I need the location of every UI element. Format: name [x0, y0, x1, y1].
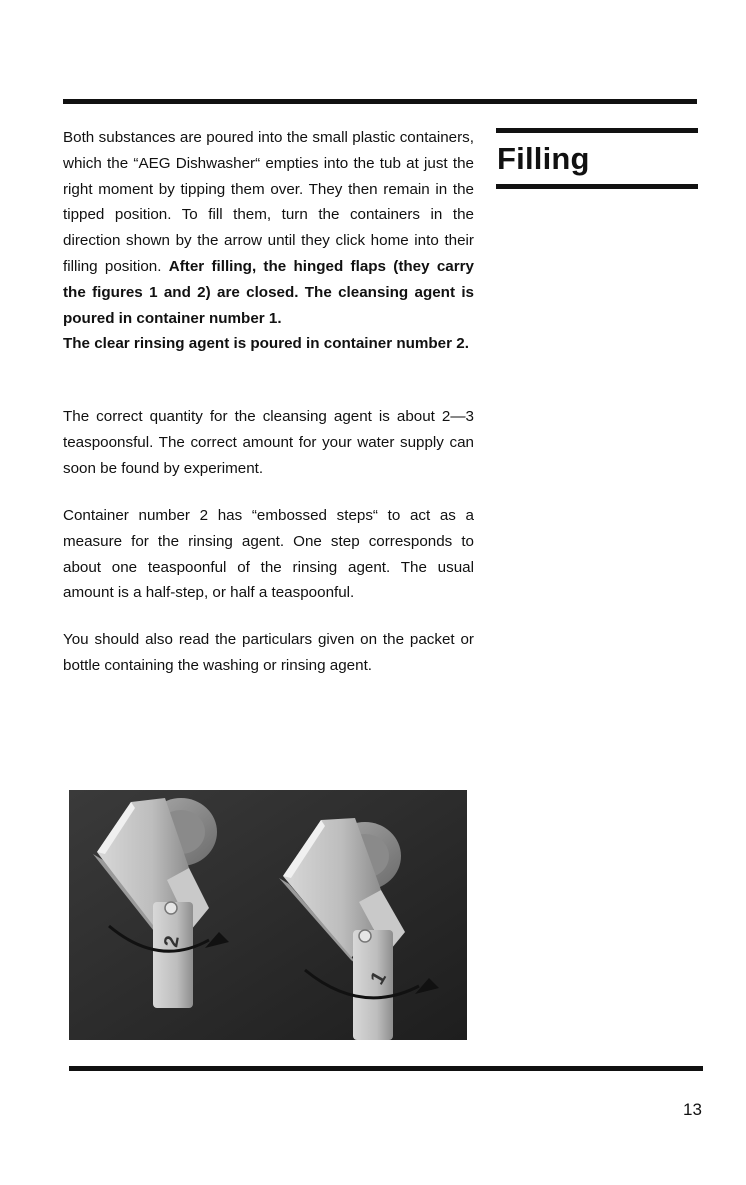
- paragraph-text: Both substances are poured into the small plastic containers, which the “AEG Dishwasher“ empties into the tub at just the right moment by tipping them over. They then remain in the tipped position. To fill them, turn the containers in the direction shown by the arrow until they click home into their filling position.: [63, 129, 474, 275]
- page-number: 13: [683, 1100, 702, 1119]
- paragraph-embossed-steps: Container number 2 has “embossed steps“ to act as a measure for the rinsing agent. One step corresponds to about one teaspoonful of the rinsing agent. The usual amount is a half-step, or half a teaspoonful.: [63, 507, 474, 602]
- paragraph-bold-text: The clear rinsing agent is poured in container number 2.: [63, 335, 469, 353]
- paragraph-bold-text: After filling, the hinged flaps (they carry the figures 1 and 2) are closed. The cleansing agent is poured in container number 1.: [63, 257, 474, 327]
- top-rule: [63, 99, 697, 104]
- container-digit-2: 2: [160, 934, 184, 949]
- paragraph-particulars: You should also read the particulars given on the packet or bottle containing the washing or rinsing agent.: [63, 631, 474, 674]
- container-digit-1: 1: [366, 967, 391, 989]
- containers-photo: [69, 790, 467, 1040]
- paragraph-filling-instructions: [63, 125, 474, 357]
- bottom-rule: [69, 1066, 703, 1071]
- section-heading: Filling: [497, 141, 590, 176]
- heading-rule-top: [496, 128, 698, 133]
- containers-illustration: [69, 790, 467, 1040]
- heading-rule-bottom: [496, 184, 698, 189]
- paragraph-quantity: The correct quantity for the cleansing agent is about 2—3 teaspoonsful. The correct amount for your water supply can soon be found by experiment.: [63, 408, 474, 477]
